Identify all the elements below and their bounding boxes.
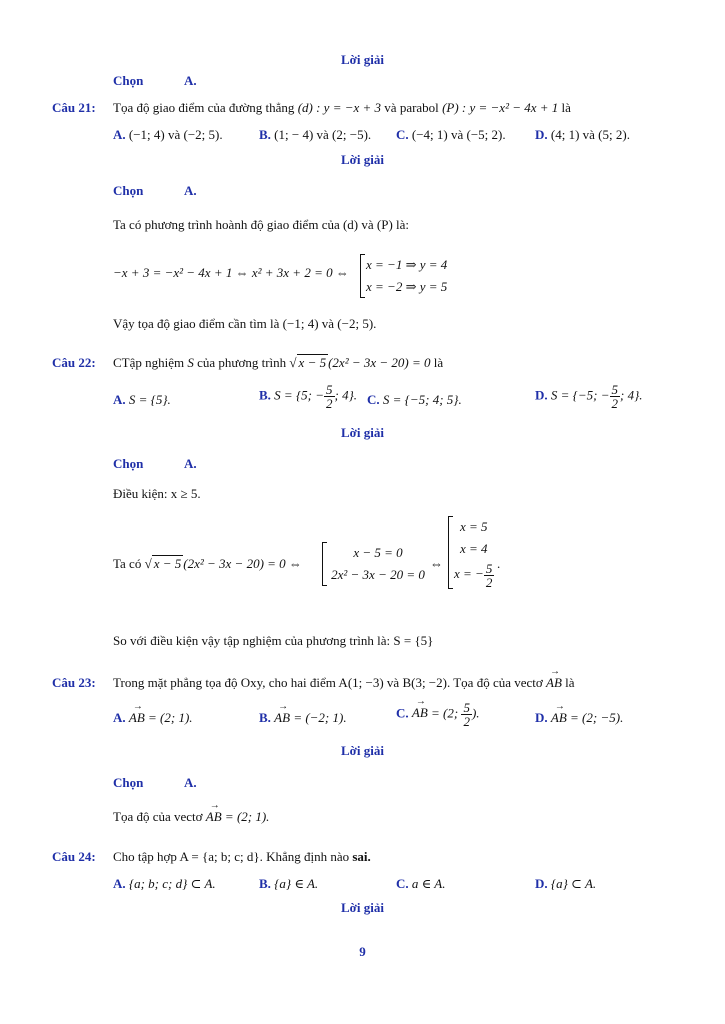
question-23-option-d <box>535 710 623 726</box>
vector-ab: → AB <box>551 710 567 726</box>
result-3 <box>454 560 498 589</box>
fraction <box>610 383 621 410</box>
question-21-choice-value: A. <box>184 183 197 198</box>
option-value-pre: S = {−5; − <box>550 387 610 403</box>
result-3-pre: x = − <box>454 566 484 581</box>
choice-label: Chọn <box>113 73 144 88</box>
question-21-solution-heading: Lời giải <box>341 152 384 167</box>
fraction <box>461 701 472 728</box>
option-key: D. <box>535 127 548 142</box>
question-23-solution <box>113 809 269 825</box>
result-2: x = 4 <box>460 541 488 556</box>
question-21-solution-equation: −x + 3 = −x² − 4x + 1 ⇔ x² + 3x + 2 = 0 ⇔ <box>113 265 349 280</box>
option-value: = (2; 1). <box>148 710 193 725</box>
question-22-choice-label: Chọn <box>113 456 144 471</box>
question-21-choice-label: Chọn <box>113 183 144 198</box>
system-equation-1: x − 5 = 0 <box>353 545 403 560</box>
question-23-option-c <box>396 701 480 728</box>
option-value-post: ; 4}. <box>334 387 358 403</box>
question-21-text <box>113 100 571 116</box>
option-value: = (2; −5). <box>570 710 624 725</box>
question-21-conclusion: Vậy tọa độ giao điểm cần tìm là (−1; 4) và (−2; 5). <box>113 316 377 331</box>
option-value-post: ). <box>471 705 480 721</box>
question-23-option-a <box>113 710 193 726</box>
vector-ab: → AB <box>546 675 562 691</box>
vector-ab: → AB <box>129 710 145 726</box>
fraction <box>484 562 495 589</box>
case-2: x = −2 ⇒ y = 5 <box>366 279 448 294</box>
question-22-conclusion: So với điều kiện vậy tập nghiệm của phương trình là: S = {5} <box>113 633 434 648</box>
vector-ab: → AB <box>274 710 290 726</box>
vector-ab: → AB <box>412 705 428 721</box>
question-24-text <box>113 849 371 865</box>
fraction-den: 2 <box>611 396 618 411</box>
fraction-num: 5 <box>485 560 493 576</box>
question-24-option-b <box>259 876 318 892</box>
system-equation-2: 2x² − 3x − 20 = 0 <box>331 567 425 582</box>
question-21-solution-line-1: Ta có phương trình hoành độ giao điểm của (d) và (P) là: <box>113 217 410 232</box>
question-22-equation: (2x² − 3x − 20) = 0 <box>328 355 431 370</box>
option-key: B. <box>259 876 271 891</box>
option-value: (1; − 4) và (2; −5). <box>274 127 372 142</box>
solution-heading: Lời giải <box>341 52 384 67</box>
solution-pre: Tọa độ của vectơ <box>113 809 203 824</box>
question-24-option-d <box>535 876 596 892</box>
choice-value: A. <box>184 73 197 88</box>
option-value: S = {5}. <box>128 392 171 407</box>
solution-pre: Ta có <box>113 556 142 571</box>
option-key: B. <box>259 710 271 725</box>
option-key: B. <box>259 387 271 403</box>
question-21-option-a <box>113 127 223 143</box>
option-value: {a; b; c; d} ⊂ A. <box>128 876 216 891</box>
radicand: x − 5 <box>298 355 327 370</box>
question-21-text-post: là <box>561 100 571 115</box>
page-number: 9 <box>359 944 366 959</box>
question-21-option-b <box>259 127 371 143</box>
question-22-var: S <box>187 355 194 370</box>
option-value: {a} ⊂ A. <box>550 876 597 891</box>
question-22-text-pre: CTập nghiệm <box>113 355 185 370</box>
question-21-label: Câu 21: <box>52 100 96 115</box>
question-23-choice-value: A. <box>184 775 197 790</box>
sqrt-expression: √ x − 5 <box>144 556 182 571</box>
question-23-text-post: là <box>565 675 575 690</box>
option-key: A. <box>113 127 126 142</box>
solution-post: = (2; 1). <box>224 809 270 824</box>
question-24-option-a <box>113 876 216 892</box>
option-key: A. <box>113 392 126 407</box>
question-22-option-d <box>535 383 643 410</box>
question-21-case-bracket <box>360 254 447 298</box>
question-21-option-d <box>535 127 630 143</box>
option-value-pre: S = {5; − <box>274 387 324 403</box>
question-23-choice-label: Chọn <box>113 775 144 790</box>
question-22-system-bracket <box>322 542 428 586</box>
equiv-symbol: ⇔ <box>430 556 443 571</box>
sqrt-expression: √ x − 5 <box>289 355 327 370</box>
option-key: A. <box>113 710 126 725</box>
question-21-line: (d) : y = −x + 3 <box>297 100 382 115</box>
question-22-condition: Điều kiện: x ≥ 5. <box>113 486 201 501</box>
question-23-option-b <box>259 710 347 726</box>
question-24-solution-heading: Lời giải <box>341 900 384 915</box>
option-key: B. <box>259 127 271 142</box>
question-22-result-bracket <box>448 516 501 590</box>
option-value: a ∈ A. <box>411 876 446 891</box>
question-22-choice-value: A. <box>184 456 197 471</box>
question-21-text-pre: Tọa độ giao điểm của đường thẳng <box>113 100 295 115</box>
fraction-den: 2 <box>485 574 493 590</box>
option-value-pre: = (2; <box>431 705 462 721</box>
question-21-parabola: (P) : y = −x² − 4x + 1 <box>442 100 559 115</box>
question-22-option-c <box>367 392 462 408</box>
option-key: C. <box>396 876 409 891</box>
option-value: (−1; 4) và (−2; 5). <box>128 127 223 142</box>
question-23-label: Câu 23: <box>52 675 96 690</box>
question-22-solution-heading: Lời giải <box>341 425 384 440</box>
question-22-text <box>113 355 443 371</box>
option-key: C. <box>396 705 409 721</box>
question-21-text-mid: và parabol <box>384 100 439 115</box>
question-23-solution-heading: Lời giải <box>341 743 384 758</box>
question-24-text-pre: Cho tập hợp A = {a; b; c; d}. Khẳng định nào <box>113 849 350 864</box>
option-key: D. <box>535 710 548 725</box>
fraction-num: 5 <box>463 700 470 715</box>
result-1: x = 5 <box>460 519 488 534</box>
question-22-solution-equation <box>113 556 302 572</box>
case-1: x = −1 ⇒ y = 4 <box>366 257 448 272</box>
question-22-text-mid: của phương trình <box>197 355 287 370</box>
question-21-option-c <box>396 127 506 143</box>
question-24-text-bold: sai. <box>352 849 371 864</box>
option-value: (−4; 1) và (−5; 2). <box>411 127 506 142</box>
option-key: D. <box>535 876 548 891</box>
option-value: {a} ∈ A. <box>274 876 319 891</box>
question-22-text-post: là <box>433 355 444 370</box>
question-24-label: Câu 24: <box>52 849 96 864</box>
option-value: = (−2; 1). <box>293 710 347 725</box>
question-22-option-b <box>259 383 357 410</box>
solution-rest: (2x² − 3x − 20) = 0 ⇔ <box>183 556 302 571</box>
option-key: A. <box>113 876 126 891</box>
vector-ab: → AB <box>206 809 222 825</box>
fraction <box>324 383 335 410</box>
question-24-option-c <box>396 876 445 892</box>
fraction-den: 2 <box>463 714 470 729</box>
fraction-den: 2 <box>326 396 333 411</box>
question-23-text-main: Trong mặt phẳng tọa độ Oxy, cho hai điểm A(1; −3) và B(3; −2). Tọa độ của vectơ <box>113 675 543 690</box>
option-key: C. <box>367 392 380 407</box>
trailing-dot: . <box>497 556 501 571</box>
option-value-post: ; 4}. <box>620 387 643 403</box>
question-22-option-a <box>113 392 171 408</box>
fraction-num: 5 <box>611 382 618 397</box>
question-23-text <box>113 675 575 691</box>
question-22-label: Câu 22: <box>52 355 96 370</box>
option-value: S = {−5; 4; 5}. <box>382 392 462 407</box>
fraction-num: 5 <box>326 382 333 397</box>
option-value: (4; 1) và (5; 2). <box>550 127 630 142</box>
radicand: x − 5 <box>153 556 182 571</box>
option-key: D. <box>535 387 548 403</box>
option-key: C. <box>396 127 409 142</box>
